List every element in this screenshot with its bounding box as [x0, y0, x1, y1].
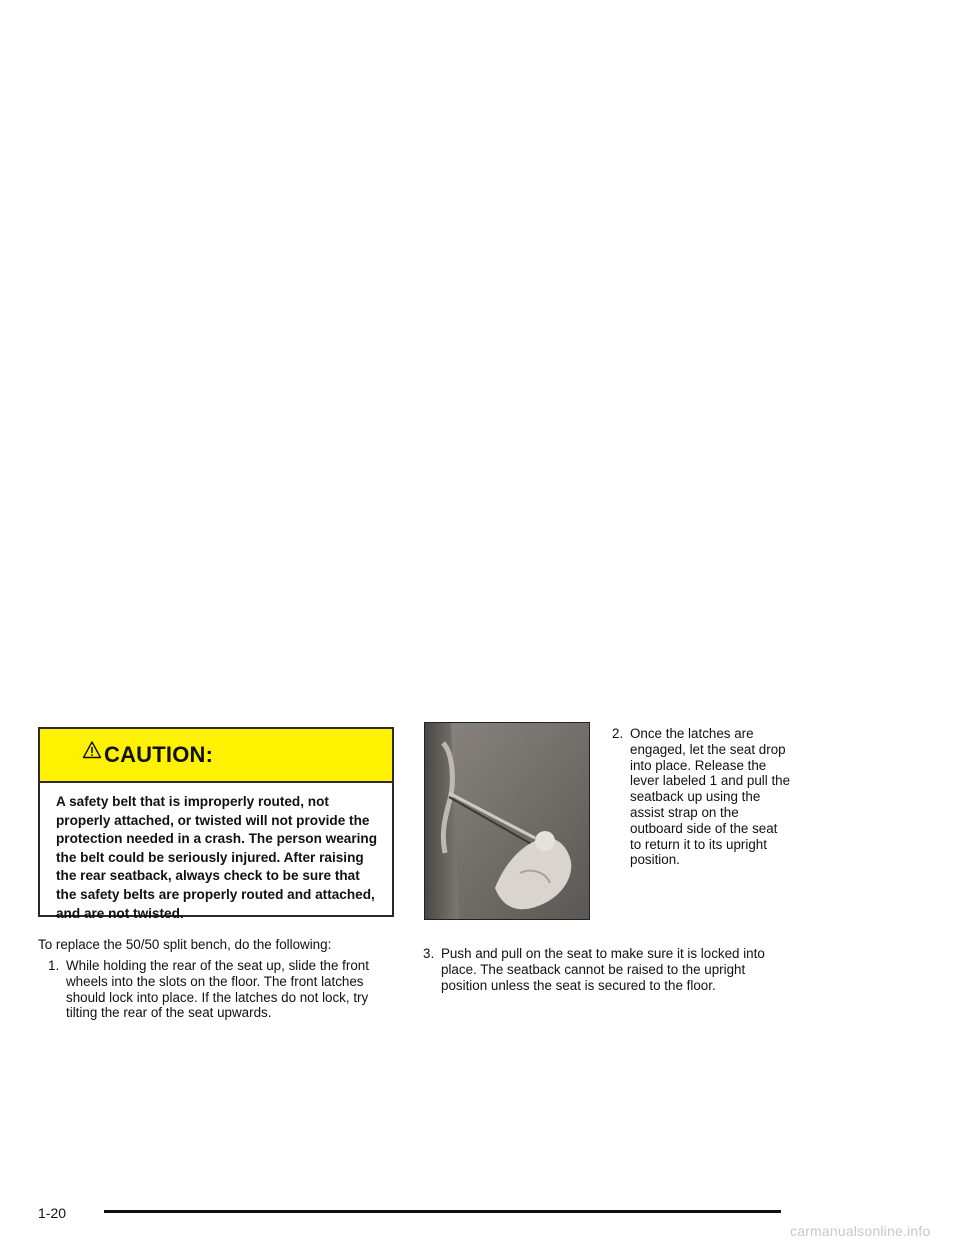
step-number: 1.: [48, 958, 60, 973]
step-number: 2.: [612, 726, 624, 741]
page-number: 1-20: [38, 1205, 67, 1221]
caution-text: A safety belt that is improperly routed, not properly attached, or twisted will not provide the protection needed in a crash. The person wearing the belt could be seriously injured. After raising the rear seatback, always check to be sure that the safety belts are properly routed and attached, and are not twisted.: [56, 794, 378, 921]
caution-box: [38, 727, 394, 921]
step-1: [48, 958, 396, 1021]
footer-rule: [104, 1210, 781, 1213]
watermark: carmanualsonline.info: [790, 1223, 931, 1239]
seat-latch-photo: [424, 722, 590, 920]
intro-text: To replace the 50/50 split bench, do the following:: [38, 937, 332, 952]
step-number: 3.: [423, 946, 435, 961]
step-2: [612, 726, 792, 868]
caution-title: CAUTION:: [104, 742, 214, 767]
step-3: [423, 946, 783, 993]
step-text: Once the latches are engaged, let the seat drop into place. Release the lever labeled 1 and pull the seatback up using the assist strap on the outboard side of the seat to return it to its upright position.: [630, 726, 791, 868]
warning-triangle-icon: [82, 740, 102, 762]
step-text: While holding the rear of the seat up, slide the front wheels into the slots on the floor. The front latches should lock into place. If the latches do not lock, try tilting the rear of the seat upwards.: [66, 958, 369, 1021]
step-text: Push and pull on the seat to make sure it is locked into place. The seatback cannot be raised to the upright position unless the seat is secured to the floor.: [441, 946, 765, 993]
caution-header: [40, 729, 392, 783]
